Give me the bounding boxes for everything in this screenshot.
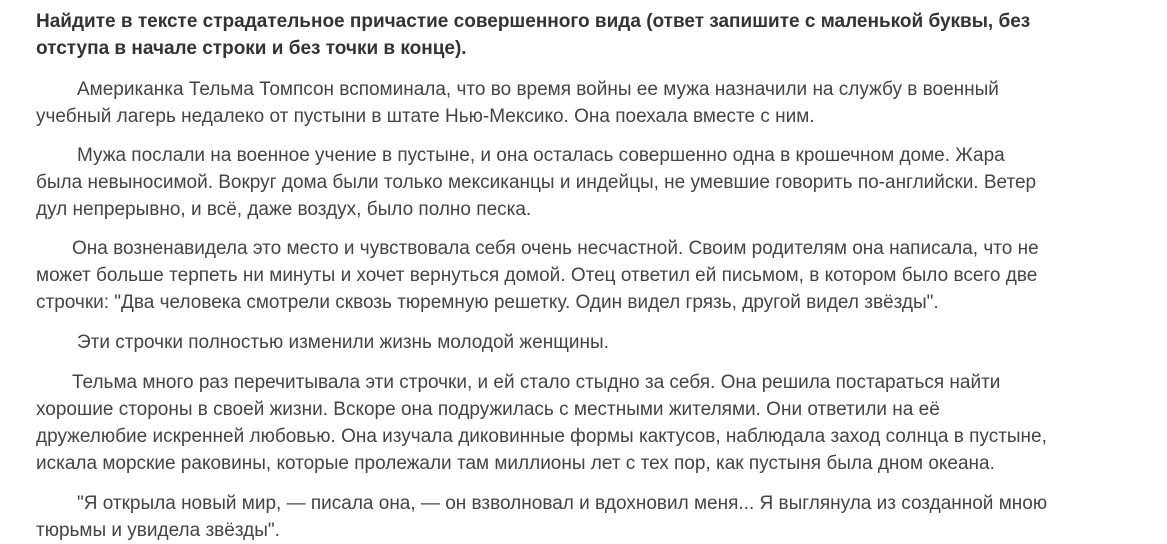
paragraph-line: строчки: "Два человека смотрели сквозь тюремную решетку. Один видел грязь, другой видел звёзды". (36, 292, 939, 313)
question-line: отступа в начале строки и без точки в конце). (36, 38, 467, 59)
paragraph-line: хорошие стороны в своей жизни. Вскоре она подружилась с местными жителями. Они ответили на её (36, 399, 940, 420)
paragraph-line: Мужа послали на военное учение в пустыне, и она осталась совершенно одна в крошечном доме. Жара (77, 145, 1005, 166)
paragraph-line: может больше терпеть ни минуты и хочет вернуться домой. Отец ответил ей письмом, в котором было всего две (36, 265, 1038, 286)
paragraph-line: Американка Тельма Томпсон вспоминала, что во время войны ее мужа назначили на службу в военный (77, 79, 999, 100)
question-line: Найдите в тексте страдательное причастие совершенного вида (ответ запишите с маленькой буквы, без (36, 11, 1031, 32)
paragraph-line: искала морские раковины, которые пролежали там миллионы лет с тех пор, как пустыня была дном океана. (36, 453, 995, 474)
paragraph-line: Она возненавидела это место и чувствовала себя очень несчастной. Своим родителям она написала, что не (72, 238, 1039, 259)
paragraph-line: дул непрерывно, и всё, даже воздух, было полно песка. (36, 199, 532, 220)
paragraph-line: "Я открыла новый мир, — писала она, — он взволновал и вдохновил меня... Я выглянула из созданной мною (77, 493, 1048, 514)
paragraph-line: тюрьмы и увидела звёзды". (36, 520, 280, 541)
paragraph-line: была невыносимой. Вокруг дома были только мексиканцы и индейцы, не умевшие говорить по-английски. Ветер (36, 172, 1037, 193)
paragraph-line: учебный лагерь недалеко от пустыни в штате Нью-Мексико. Она поехала вместе с ним. (36, 106, 815, 127)
paragraph-line: дружелюбие искренней любовью. Она изучала диковинные формы кактусов, наблюдала заход солнца в пустыне, (36, 426, 1047, 447)
paragraph-line: Эти строчки полностью изменили жизнь молодой женщины. (77, 332, 609, 353)
paragraph-line: Тельма много раз перечитывала эти строчки, и ей стало стыдно за себя. Она решила постараться найти (72, 372, 1001, 393)
